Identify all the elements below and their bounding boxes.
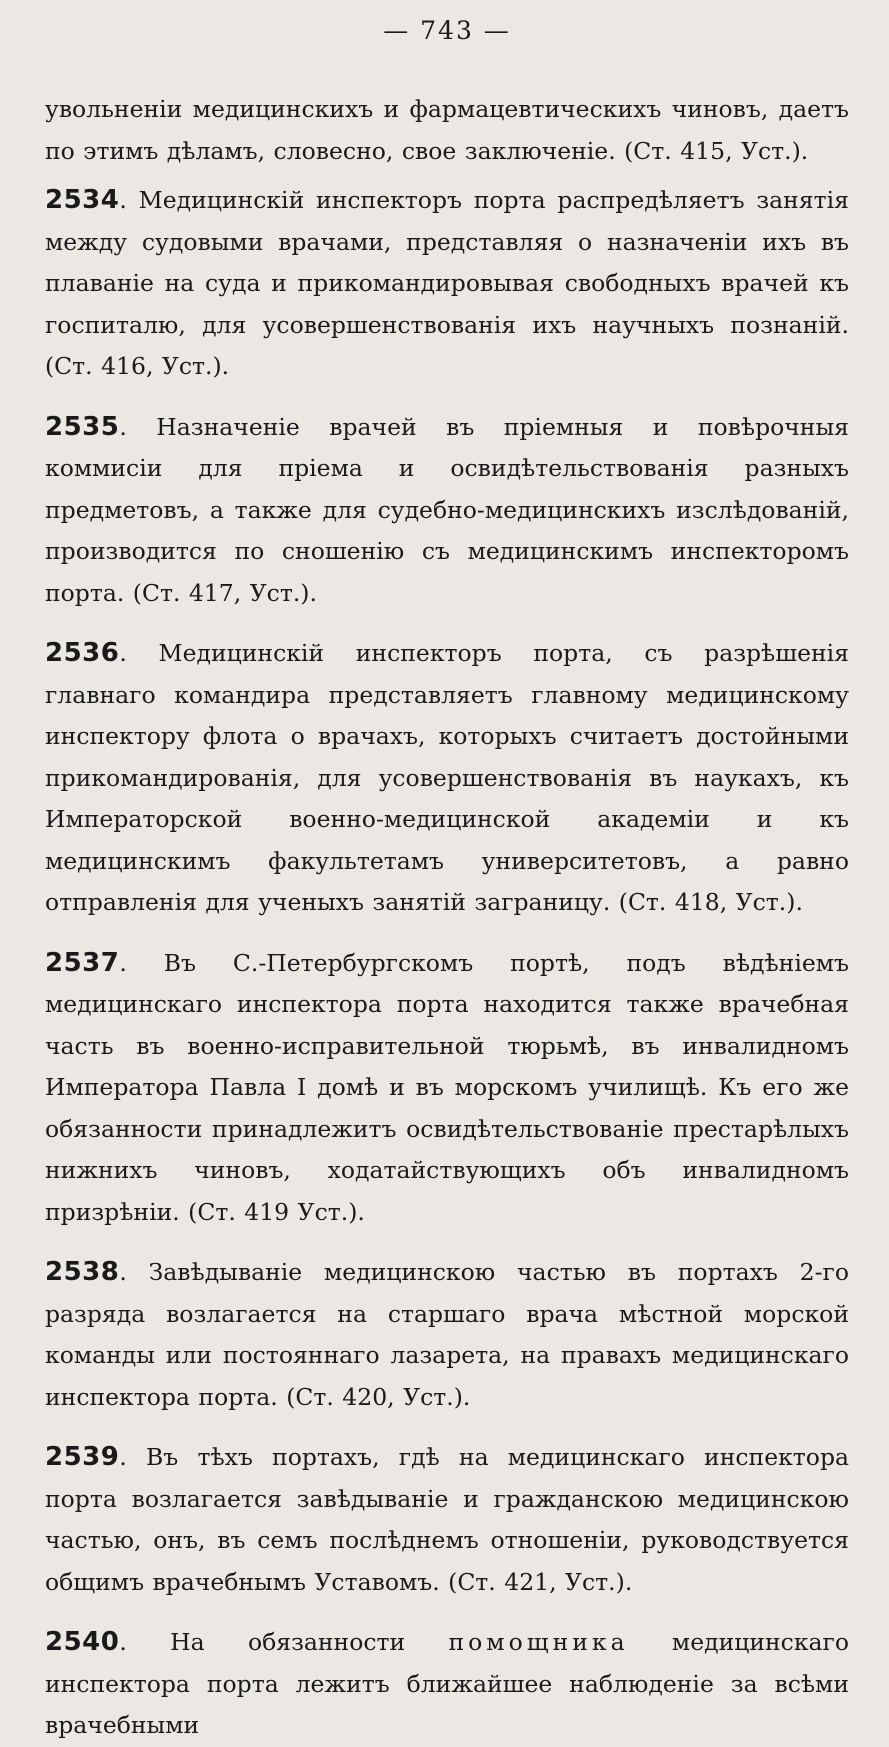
article-number: 2540 [45,1627,120,1657]
article-number: 2538 [45,1257,120,1287]
article-2536 [45,633,849,924]
article-text: медицинскаго инспектора порта лежитъ ближайшее наблюденіе за всѣми врачебными [45,1628,849,1739]
emphasized-word: помощника [448,1628,629,1656]
page-number: — 743 — [383,16,511,45]
article-text: . На обязанности [119,1628,449,1656]
article-text: . Назначеніе врачей въ пріемныя и повѣрочныя коммисіи для пріема и освидѣтельствованія разныхъ предметовъ, а также для судебно-медицинскихъ изслѣдованій, производится по сношенію съ медицинскимъ инспекторомъ порта. (Ст. 417, Уст.). [45,412,849,607]
article-text: . Завѣдываніе медицинскою частью въ портахъ 2-го разряда возлагается на старшаго врача мѣстной морской команды или постояннаго лазарета, на правахъ медицинскаго инспектора порта. (Ст. 420, Уст.). [45,1258,849,1411]
article-2540 [45,1622,849,1747]
article-text: . Медицинскій инспекторъ порта распредѣляетъ занятія между судовыми врачами, представляя о назначеніи ихъ въ плаваніе на суда и прикомандировывая свободныхъ врачей къ госпиталю, для усовершенствованія ихъ научныхъ познаній. (Ст. 416, Уст.). [45,186,849,380]
article-number: 2537 [45,947,120,978]
article-2534 [45,180,849,388]
lead-paragraph: увольненіи медицинскихъ и фармацевтическихъ чиновъ, даетъ по этимъ дѣламъ, словесно, свое заключеніе. (Ст. 415, Уст.). [45,95,849,165]
article-2535 [45,407,849,615]
article-number: 2534 [45,185,120,215]
article-number: 2536 [45,638,120,668]
article-text: . Въ С.-Петербургскомъ портѣ, подъ вѣдѣніемъ медицинскаго инспектора порта находится также врачебная часть въ военно-исправительной тюрьмѣ, въ инвалидномъ Императора Павла I домѣ и въ морскомъ училищѣ. Къ его же обязанности принадлежитъ освидѣтельствованіе престарѣлыхъ нижнихъ чиновъ, ходатайствующихъ объ инвалидномъ призрѣніи. (Ст. 419 Уст.). [45,948,849,1226]
article-2537 [45,943,849,1234]
article-2539 [45,1437,849,1603]
article-text: . Въ тѣхъ портахъ, гдѣ на медицинскаго инспектора порта возлагается завѣдываніе и гражданскою медицинскою частью, онъ, въ семъ послѣднемъ отношеніи, руководствуется общимъ врачебнымъ Уставомъ. (Ст. 421, Уст.). [45,1443,849,1596]
article-number: 2539 [45,1442,120,1472]
article-2538 [45,1252,849,1418]
article-text: . Медицинскій инспекторъ порта, съ разрѣшенія главнаго командира представляетъ главному медицинскому инспектору флота о врачахъ, которыхъ считаетъ достойными прикомандированія, для усовершенствованія въ наукахъ, къ Императорской военно-медицинской академіи и къ медицинскимъ факультетамъ университетовъ, а равно отправленія для ученыхъ занятій заграницу. (Ст. 418, Уст.). [45,639,849,916]
article-number: 2535 [45,411,120,442]
